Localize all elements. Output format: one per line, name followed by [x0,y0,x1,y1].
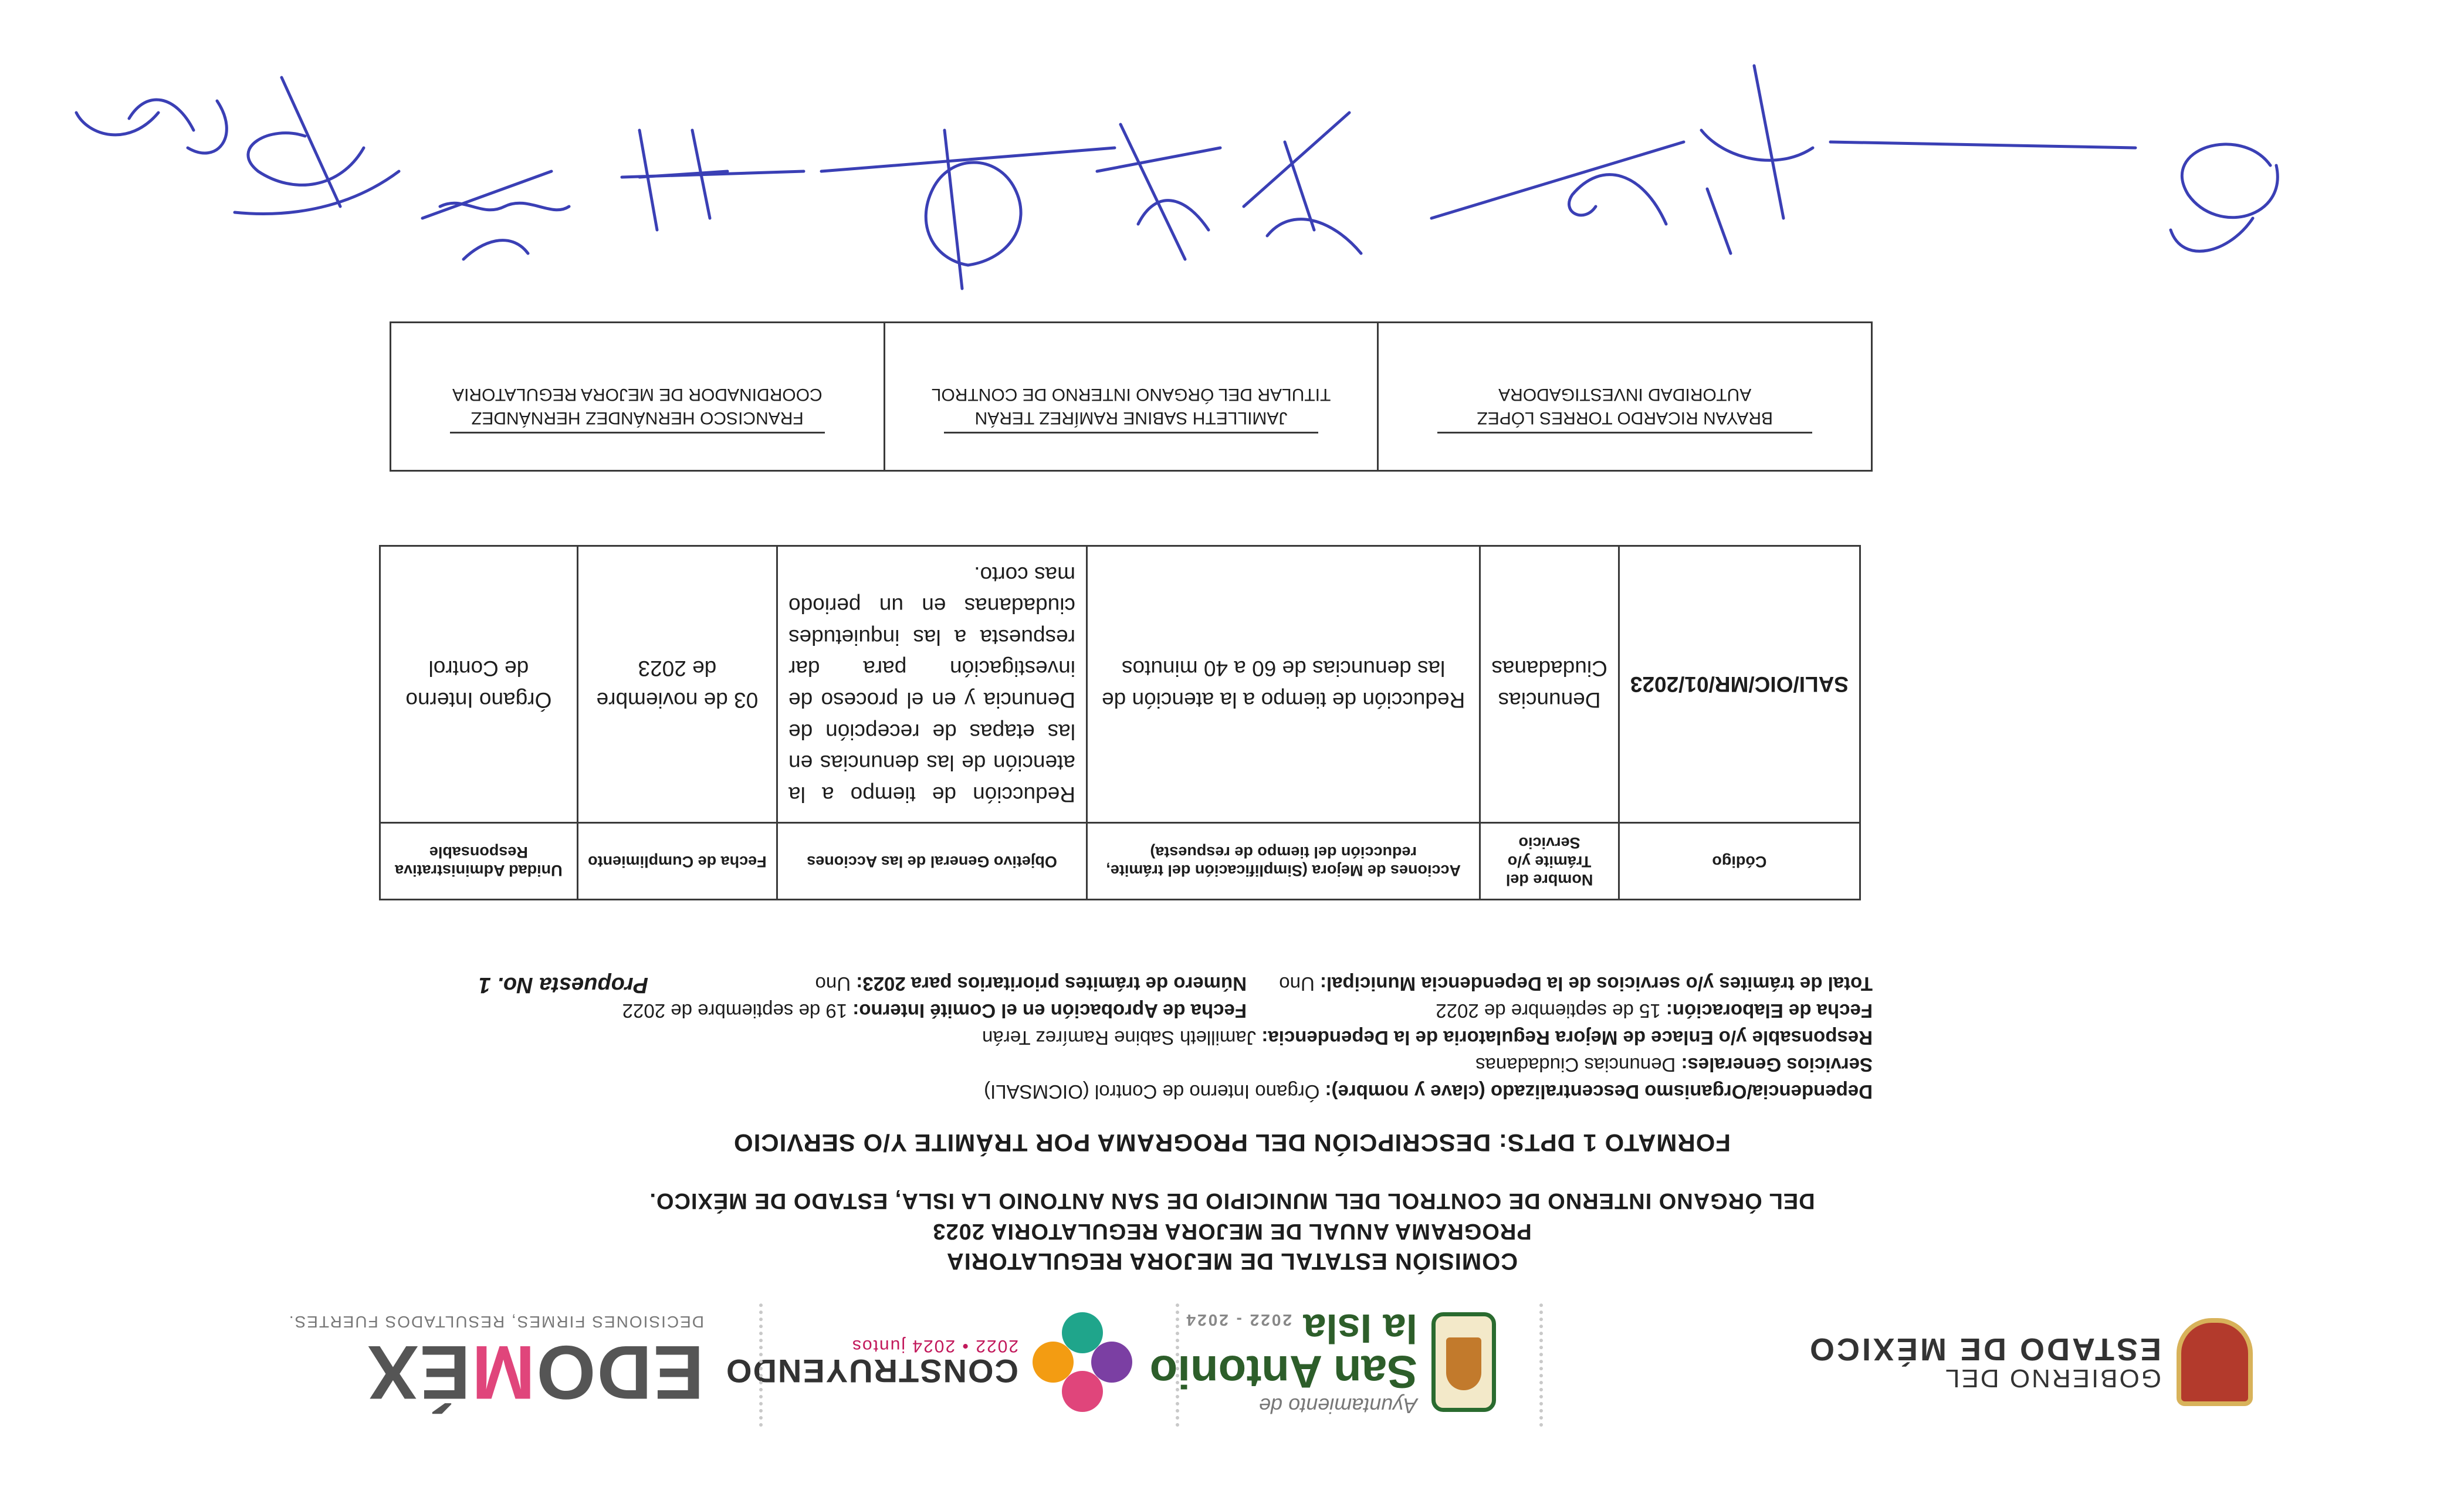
signature-1 [1830,142,2277,251]
header-fecha: Fecha de Cumplimiento [577,823,777,900]
gobierno-line1: GOBIERNO DEL [1944,1364,2161,1393]
signature-5 [1097,124,1220,259]
signatory-name: FRANCISCO HERNÁNDEZ HERNÁNDEZ [471,408,804,428]
cell-unidad: Órgano Interno de Control [380,546,578,822]
san-antonio-la-isla-logo [1150,1298,1496,1427]
header-objetivo: Objetivo General de las Acciones [777,823,1087,900]
signatory-role: COORDINADOR DE MEJORA REGULATORIA [452,385,823,404]
signature-6 [821,130,1115,289]
total-label: Total de trámites y/o servicios de la Dependencia Municipal: [1320,973,1873,995]
logo-divider [759,1303,763,1427]
edomex-logo [288,1298,704,1427]
signature-7 [622,130,804,230]
cell-fecha: 03 de noviembre de 2023 [577,546,777,822]
san-antonio-line2: San Antonio [1149,1346,1417,1398]
san-antonio-crest-icon [1431,1312,1496,1412]
construyendo-line1: CONSTRUYENDO [725,1353,1018,1390]
title-organo: DEL ÓRGANO INTERNO DE CONTROL DEL MUNICIPIO DE SAN ANTONIO LA ISLA, ESTADO DE MÉXICO. [649,1188,1815,1213]
edomex-text-a: EDO [535,1330,704,1415]
edomex-text-m: M [470,1330,536,1415]
total-value: Uno [1279,973,1315,995]
gobierno-shield-icon [2177,1318,2253,1406]
san-antonio-line1: Ayuntamiento de [1259,1394,1417,1418]
san-antonio-line3: la Isla [1303,1306,1417,1352]
title-programa: PROGRAMA ANUAL DE MEJORA REGULATORIA 2023 [932,1219,1532,1244]
signature-2 [1701,66,1813,253]
signatory-box [884,323,1377,470]
title-comision: COMISIÓN ESTATAL DE MEJORA REGULATORIA [946,1248,1518,1274]
dependencia-label: Dependencia/Organismo Descentralizado (clave y nombre): [1325,1081,1873,1103]
construyendo-juntos-logo [725,1298,1132,1427]
prioritarios-value: Uno [815,973,851,995]
signature-4 [1244,113,1361,253]
construyendo-line2: 2022 • 2024 juntos [851,1336,1018,1356]
prioritarios-label: Número de trámites prioritarios para 2023: [856,973,1247,995]
signatory-boxes [390,321,1873,472]
table-header-row [380,823,1860,900]
logo-divider [1539,1303,1543,1427]
gobierno-line2: ESTADO DE MÉXICO [1807,1332,2161,1367]
header-codigo: Código [1619,823,1860,900]
cell-nombre: Denuncias Ciudadanas [1480,546,1619,822]
signatory-role: TITULAR DEL ÓRGANO INTERNO DE CONTROL [931,385,1331,404]
table-row [380,546,1860,822]
signatory-box [1377,323,1871,470]
signatory-name: BRAYAN RICARDO TORRES LÓPEZ [1477,408,1773,428]
logo-divider [1176,1303,1179,1427]
aprobacion-label: Fecha de Aprobación en el Comité Interno: [852,1000,1247,1022]
edomex-slogan: DECISIONES FIRMES, RESULTADOS FUERTES. [287,1313,704,1331]
propuesta-number: Propuesta No. 1 [478,973,648,997]
signatory-name: JAMILLETH SABINE RAMÍREZ TERÁN [974,408,1288,428]
cell-acciones: Reducción de tiempo a la atención de las denuncias de 60 a 40 minutos [1087,546,1480,822]
info-total [1279,973,1873,995]
responsable-label: Responsable y/o Enlace de Mejora Regulatoria de la Dependencia: [1261,1027,1873,1049]
signature-8 [422,171,569,259]
header-nombre: Nombre del Trámite y/o Servicio [1480,823,1619,900]
aprobacion-value: 19 de septiembre de 2022 [622,1000,848,1022]
signature-3 [1431,142,1684,224]
gobierno-estado-mexico-logo [1808,1298,2253,1427]
info-elaboracion [1436,1000,1873,1022]
responsable-value: Jamilleth Sabine Ramírez Terán [982,1027,1257,1049]
san-antonio-line4: 2022 - 2024 [1184,1311,1292,1329]
info-dependencia [984,1081,1873,1103]
header-acciones: Acciones de Mejora (Simplificación del trámite, reducción del tiempo de respuesta) [1087,823,1480,900]
construyendo-star-icon [1033,1312,1132,1412]
info-aprobacion [622,1000,1247,1022]
cell-objetivo: Reducción de tiempo a la atención de las denuncias en las etapas de recepción de Denuncia y en el proceso de investigación para dar respuesta a las inquietudes ciudadanas en un periodo mas corto. [777,546,1087,822]
cell-codigo: SALI/OIC/MR/01/2023 [1619,546,1860,822]
signature-10 [76,100,226,153]
elaboracion-label: Fecha de Elaboración: [1666,1000,1873,1022]
signatory-role: AUTORIDAD INVESTIGADORA [1498,385,1752,404]
info-servicios [1475,1054,1873,1076]
servicios-label: Servicios Generales: [1681,1054,1873,1076]
signature-9 [235,77,399,214]
header-unidad: Unidad Administrativa Responsable [380,823,578,900]
dependencia-value: Órgano Interno de Control (OICMSALI) [984,1081,1320,1103]
servicios-value: Denuncias Ciudadanas [1475,1054,1676,1076]
signatory-box [391,323,884,470]
edomex-text-ex: ÉX [366,1330,471,1415]
handwritten-signatures [0,0,2464,324]
elaboracion-value: 15 de septiembre de 2022 [1436,1000,1661,1022]
info-responsable [982,1027,1873,1049]
info-prioritarios [815,973,1247,995]
title-formato: FORMATO 1 DPTS: DESCRIPCIÓN DEL PROGRAMA POR TRÁMITE Y/O SERVICIO [733,1129,1731,1157]
program-table [379,545,1861,900]
